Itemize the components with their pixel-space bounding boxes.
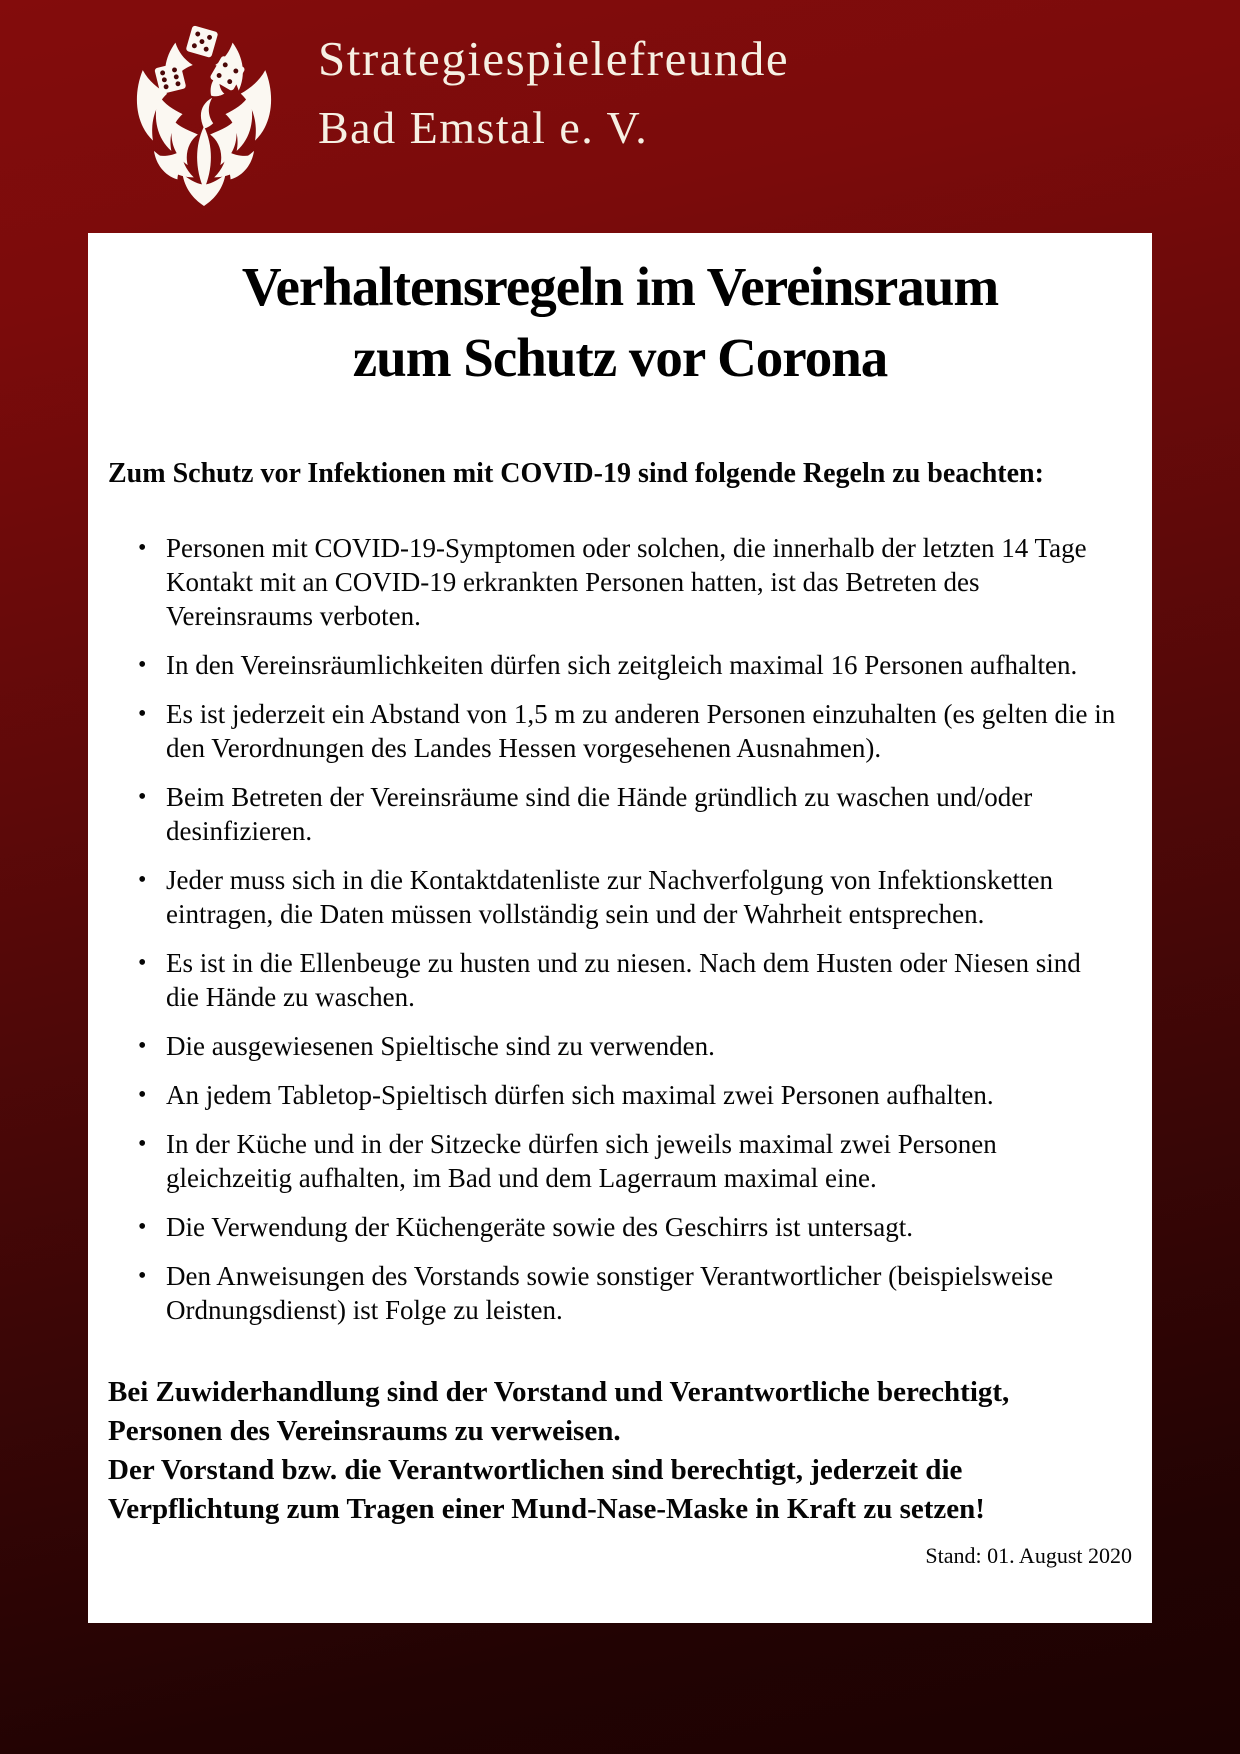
rule-item: • Es ist in die Ellenbeuge zu husten und zu niesen. Nach dem Husten oder Niesen sind die Hände zu waschen. [166,946,1118,1014]
closing-statement [108,1373,1120,1529]
rule-item: • Beim Betreten der Vereinsräume sind die Hände gründlich zu waschen und/oder desinfizieren. [166,780,1118,848]
page-title-line2: zum Schutz vor Corona [352,327,888,388]
org-name [318,31,790,153]
rule-item: • An jedem Tabletop-Spieltisch dürfen sich maximal zwei Personen aufhalten. [166,1078,1118,1112]
closing-paragraph: Bei Zuwiderhandlung sind der Vorstand und Verantwortliche berechtigt, Personen des Vereinsraums zu verweisen. [108,1376,1010,1447]
phoenix-dice-logo-icon [112,14,296,208]
rule-item: • Jeder muss sich in die Kontaktdatenliste zur Nachverfolgung von Infektionsketten eintragen, die Daten müssen vollständig sein und der Wahrheit entsprechen. [166,863,1118,931]
intro-text: Zum Schutz vor Infektionen mit COVID-19 sind folgende Regeln zu beachten: [108,458,1044,489]
rule-item: • In der Küche und in der Sitzecke dürfen sich jeweils maximal zwei Personen gleichzeitig aufhalten, im Bad und dem Lagerraum maximal eine. [166,1127,1118,1195]
rule-item: • In den Vereinsräumlichkeiten dürfen sich zeitgleich maximal 16 Personen aufhalten. [166,648,1118,682]
notice-card [88,233,1152,1623]
org-name-line2: Bad Emstal e. V. [318,102,649,153]
rules-list [108,531,1132,1327]
page-title-line1: Verhaltensregeln im Vereinsraum [241,256,999,317]
rule-item: • Personen mit COVID-19-Symptomen oder solchen, die innerhalb der letzten 14 Tage Kontakt mit an COVID-19 erkrankten Personen hatten, ist das Betreten des Vereinsraums verboten. [166,531,1118,633]
org-name-line1: Strategiespielefreunde [318,31,790,86]
header [0,0,1240,233]
rule-item: • Die Verwendung der Küchengeräte sowie des Geschirrs ist untersagt. [166,1210,1118,1244]
rule-item: • Es ist jederzeit ein Abstand von 1,5 m zu anderen Personen einzuhalten (es gelten die in den Verordnungen des Landes Hessen vorgesehenen Ausnahmen). [166,697,1118,765]
closing-paragraph: Der Vorstand bzw. die Verantwortlichen sind berechtigt, jederzeit die Verpflichtung zum Tragen einer Mund-Nase-Maske in Kraft zu setzen! [108,1454,985,1525]
revision-date: Stand: 01. August 2020 [925,1543,1132,1568]
rule-item: • Den Anweisungen des Vorstands sowie sonstiger Verantwortlicher (beispielsweise Ordnungsdienst) ist Folge zu leisten. [166,1259,1118,1327]
rule-item: • Die ausgewiesenen Spieltische sind zu verwenden. [166,1029,1118,1063]
page-title [108,251,1132,393]
